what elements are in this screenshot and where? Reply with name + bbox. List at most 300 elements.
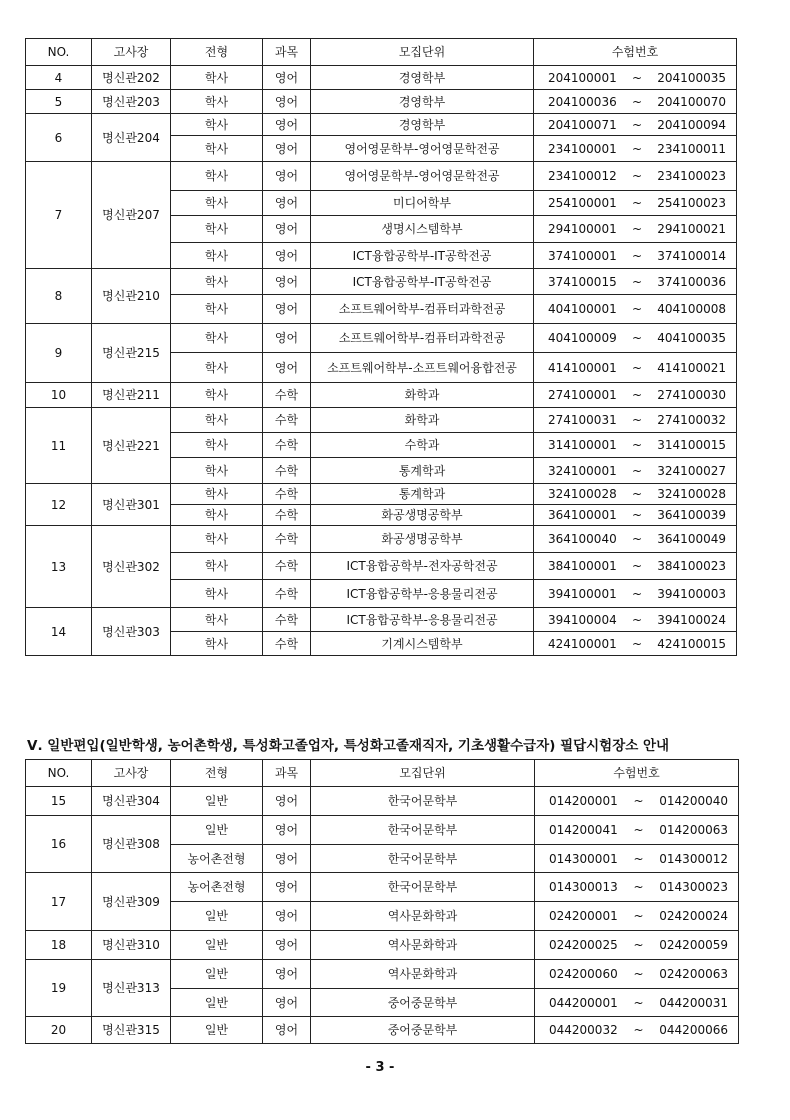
exam-room-cell: 명신관308 [92, 816, 171, 873]
exam-number-from: 384100001 [548, 559, 617, 573]
subject-cell: 영어 [263, 162, 311, 191]
table-row [26, 114, 737, 136]
exam-number-range [534, 222, 736, 236]
header-no: NO. [26, 39, 92, 66]
exam-number-from: 424100001 [548, 636, 617, 651]
exam-number-from: 324100001 [548, 463, 617, 478]
range-separator: ~ [631, 248, 643, 263]
exam-number-range-cell [534, 243, 737, 269]
exam-room-cell: 명신관302 [92, 526, 171, 608]
exam-number-to: 414100021 [657, 360, 726, 375]
exam-number-range-cell [534, 216, 737, 243]
admission-type-cell: 학사 [171, 295, 263, 324]
exam-room-cell: 명신관202 [92, 66, 171, 90]
exam-number-range [534, 464, 736, 478]
exam-number-from: 394100004 [548, 612, 617, 627]
admission-type-cell: 학사 [171, 458, 263, 484]
exam-number-from: 014200001 [549, 794, 618, 808]
exam-number-range [534, 196, 736, 210]
subject-cell: 영어 [263, 787, 311, 816]
exam-number-range-cell [535, 1017, 739, 1044]
subject-cell: 수학 [263, 458, 311, 484]
recruitment-unit-cell: 소프트웨어학부-소프트웨어융합전공 [311, 353, 534, 383]
recruitment-unit-cell: 역사문화학과 [311, 902, 535, 931]
range-separator: ~ [631, 222, 643, 236]
subject-cell: 수학 [263, 433, 311, 458]
exam-number-range-cell [535, 960, 739, 989]
range-separator: ~ [631, 169, 643, 183]
exam-number-to: 014200063 [659, 823, 728, 837]
subject-cell: 영어 [263, 269, 311, 295]
exam-number-to: 044200066 [659, 1023, 728, 1037]
exam-number-from: 014300001 [549, 851, 618, 866]
exam-room-table-1 [25, 38, 737, 656]
subject-cell: 영어 [263, 845, 311, 873]
table-row [26, 484, 737, 505]
range-separator: ~ [631, 331, 643, 345]
admission-type-cell: 학사 [171, 383, 263, 408]
recruitment-unit-cell: 영어영문학부-영어영문학전공 [311, 162, 534, 191]
recruitment-unit-cell: ICT융합공학부-전자공학전공 [311, 553, 534, 580]
admission-type-cell: 학사 [171, 580, 263, 608]
exam-number-to: 024200063 [659, 967, 728, 981]
table-row [26, 162, 737, 191]
recruitment-unit-cell: ICT융합공학부-응용물리전공 [311, 580, 534, 608]
subject-cell: 영어 [263, 989, 311, 1017]
subject-cell: 영어 [263, 295, 311, 324]
room-no-cell: 4 [26, 66, 92, 90]
admission-type-cell: 농어촌전형 [171, 873, 263, 902]
header-subject: 과목 [263, 39, 311, 66]
exam-number-from: 364100001 [548, 508, 617, 522]
exam-number-from: 374100001 [548, 248, 617, 263]
exam-number-from: 234100001 [548, 141, 617, 156]
exam-number-range-cell [534, 408, 737, 433]
exam-room-cell: 명신관315 [92, 1017, 171, 1044]
subject-cell: 수학 [263, 505, 311, 526]
admission-type-cell: 학사 [171, 269, 263, 295]
exam-number-range-cell [534, 526, 737, 553]
admission-type-cell: 일반 [171, 989, 263, 1017]
table-row [26, 324, 737, 353]
exam-number-range-cell [534, 553, 737, 580]
range-separator: ~ [631, 94, 643, 109]
exam-number-from: 414100001 [548, 360, 617, 375]
admission-type-cell: 일반 [171, 787, 263, 816]
header-subject: 과목 [263, 760, 311, 787]
table-row [26, 608, 737, 632]
exam-number-from: 254100001 [548, 196, 617, 210]
header-type: 전형 [171, 39, 263, 66]
exam-number-range [534, 388, 736, 402]
range-separator: ~ [631, 70, 643, 85]
exam-number-from: 394100001 [548, 586, 617, 601]
subject-cell: 수학 [263, 484, 311, 505]
room-no-cell: 16 [26, 816, 92, 873]
recruitment-unit-cell: 한국어문학부 [311, 816, 535, 845]
range-separator: ~ [631, 196, 643, 210]
exam-number-range [535, 938, 738, 952]
exam-number-range-cell [534, 269, 737, 295]
exam-number-range-cell [534, 114, 737, 136]
exam-number-range-cell [534, 484, 737, 505]
recruitment-unit-cell: 소프트웨어학부-컴퓨터과학전공 [311, 324, 534, 353]
exam-number-from: 024200001 [549, 909, 618, 923]
exam-number-range-cell [534, 324, 737, 353]
exam-number-to: 404100008 [657, 302, 726, 316]
recruitment-unit-cell: 수학과 [311, 433, 534, 458]
admission-type-cell: 학사 [171, 526, 263, 553]
subject-cell: 영어 [263, 960, 311, 989]
admission-type-cell: 학사 [171, 191, 263, 216]
range-separator: ~ [631, 612, 643, 627]
exam-number-range-cell [534, 90, 737, 114]
subject-cell: 영어 [263, 353, 311, 383]
exam-room-cell: 명신관221 [92, 408, 171, 484]
room-no-cell: 8 [26, 269, 92, 324]
exam-number-to: 364100049 [657, 532, 726, 546]
room-no-cell: 9 [26, 324, 92, 383]
exam-number-range [534, 95, 736, 109]
exam-number-range-cell [534, 191, 737, 216]
exam-number-from: 324100028 [548, 487, 617, 501]
exam-number-range-cell [534, 353, 737, 383]
exam-number-range-cell [535, 845, 739, 873]
exam-number-to: 374100036 [657, 274, 726, 289]
exam-number-to: 294100021 [657, 222, 726, 236]
admission-type-cell: 학사 [171, 433, 263, 458]
exam-number-range [534, 559, 736, 573]
recruitment-unit-cell: 영어영문학부-영어영문학전공 [311, 136, 534, 162]
recruitment-unit-cell: 경영학부 [311, 90, 534, 114]
exam-number-range [535, 996, 738, 1010]
exam-number-from: 294100001 [548, 222, 617, 236]
exam-number-range-cell [534, 458, 737, 484]
exam-number-from: 374100015 [548, 274, 617, 289]
range-separator: ~ [631, 413, 643, 427]
room-no-cell: 20 [26, 1017, 92, 1044]
exam-number-to: 204100094 [657, 117, 726, 132]
range-separator: ~ [633, 1023, 644, 1037]
header-exam-number: 수험번호 [534, 39, 737, 66]
subject-cell: 영어 [263, 931, 311, 960]
subject-cell: 영어 [263, 114, 311, 136]
exam-number-range-cell [534, 632, 737, 656]
room-no-cell: 5 [26, 90, 92, 114]
exam-number-to: 424100015 [657, 636, 726, 651]
exam-room-cell: 명신관310 [92, 931, 171, 960]
header-type: 전형 [171, 760, 263, 787]
room-no-cell: 7 [26, 162, 92, 269]
exam-number-from: 314100001 [548, 438, 617, 452]
admission-type-cell: 학사 [171, 114, 263, 136]
subject-cell: 수학 [263, 580, 311, 608]
exam-room-cell: 명신관207 [92, 162, 171, 269]
table-row [26, 526, 737, 553]
exam-number-range-cell [534, 383, 737, 408]
page-number: - 3 - [365, 1060, 395, 1075]
exam-number-range [534, 71, 736, 85]
range-separator: ~ [631, 508, 643, 522]
table-row [26, 931, 739, 960]
subject-cell: 수학 [263, 383, 311, 408]
exam-room-cell: 명신관309 [92, 873, 171, 931]
exam-number-range-cell [535, 989, 739, 1017]
table-row [26, 269, 737, 295]
room-no-cell: 17 [26, 873, 92, 931]
table-row [26, 960, 739, 989]
admission-type-cell: 학사 [171, 162, 263, 191]
exam-number-range [534, 637, 736, 651]
exam-number-range-cell [534, 162, 737, 191]
subject-cell: 수학 [263, 408, 311, 433]
exam-number-range-cell [535, 902, 739, 931]
recruitment-unit-cell: ICT융합공학부-IT공학전공 [311, 269, 534, 295]
header-room: 고사장 [92, 39, 171, 66]
exam-number-from: 204100071 [548, 117, 617, 132]
admission-type-cell: 농어촌전형 [171, 845, 263, 873]
exam-number-range-cell [535, 787, 739, 816]
subject-cell: 수학 [263, 608, 311, 632]
exam-number-to: 324100027 [657, 463, 726, 478]
exam-number-to: 274100032 [657, 413, 726, 427]
exam-number-to: 024200059 [659, 938, 728, 952]
exam-number-to: 394100024 [657, 612, 726, 627]
exam-number-range [534, 487, 736, 501]
exam-number-range [534, 413, 736, 427]
exam-room-cell: 명신관313 [92, 960, 171, 1017]
range-separator: ~ [631, 532, 643, 546]
header-unit: 모집단위 [311, 39, 534, 66]
exam-number-to: 044200031 [659, 995, 728, 1010]
exam-number-range [534, 118, 736, 132]
range-separator: ~ [633, 823, 644, 837]
exam-number-from: 234100012 [548, 169, 617, 183]
admission-type-cell: 일반 [171, 902, 263, 931]
recruitment-unit-cell: 생명시스템학부 [311, 216, 534, 243]
admission-type-cell: 일반 [171, 1017, 263, 1044]
recruitment-unit-cell: 소프트웨어학부-컴퓨터과학전공 [311, 295, 534, 324]
recruitment-unit-cell: 중어중문학부 [311, 989, 535, 1017]
range-separator: ~ [631, 438, 643, 452]
header-room: 고사장 [92, 760, 171, 787]
exam-number-to: 014300012 [659, 851, 728, 866]
subject-cell: 영어 [263, 216, 311, 243]
exam-room-cell: 명신관210 [92, 269, 171, 324]
subject-cell: 영어 [263, 136, 311, 162]
room-no-cell: 13 [26, 526, 92, 608]
admission-type-cell: 학사 [171, 90, 263, 114]
recruitment-unit-cell: 경영학부 [311, 114, 534, 136]
subject-cell: 영어 [263, 816, 311, 845]
range-separator: ~ [631, 487, 643, 501]
header-unit: 모집단위 [311, 760, 535, 787]
exam-number-from: 364100040 [548, 532, 617, 546]
recruitment-unit-cell: 화학과 [311, 408, 534, 433]
exam-number-range-cell [534, 580, 737, 608]
range-separator: ~ [633, 909, 644, 923]
range-separator: ~ [631, 636, 643, 651]
subject-cell: 영어 [263, 902, 311, 931]
exam-number-range [535, 909, 738, 923]
table-row [26, 873, 739, 902]
exam-number-range [534, 361, 736, 375]
range-separator: ~ [633, 967, 644, 981]
exam-number-from: 204100001 [548, 70, 617, 85]
exam-number-to: 254100023 [657, 196, 726, 210]
recruitment-unit-cell: ICT융합공학부-IT공학전공 [311, 243, 534, 269]
recruitment-unit-cell: 한국어문학부 [311, 873, 535, 902]
admission-type-cell: 학사 [171, 324, 263, 353]
exam-room-table-2 [25, 759, 739, 1044]
recruitment-unit-cell: 경영학부 [311, 66, 534, 90]
admission-type-cell: 학사 [171, 353, 263, 383]
admission-type-cell: 일반 [171, 931, 263, 960]
exam-number-to: 324100028 [657, 487, 726, 501]
exam-number-range [534, 613, 736, 627]
subject-cell: 영어 [263, 90, 311, 114]
table-row [26, 816, 739, 845]
admission-type-cell: 학사 [171, 243, 263, 269]
room-no-cell: 14 [26, 608, 92, 656]
admission-type-cell: 학사 [171, 553, 263, 580]
exam-number-from: 404100001 [548, 302, 617, 316]
exam-number-from: 014300013 [549, 880, 618, 894]
recruitment-unit-cell: 역사문화학과 [311, 960, 535, 989]
exam-room-cell: 명신관203 [92, 90, 171, 114]
exam-number-range [534, 532, 736, 546]
subject-cell: 수학 [263, 632, 311, 656]
exam-number-range [535, 967, 738, 981]
exam-number-from: 024200060 [549, 967, 618, 981]
recruitment-unit-cell: 한국어문학부 [311, 787, 535, 816]
room-no-cell: 15 [26, 787, 92, 816]
table-row [26, 66, 737, 90]
recruitment-unit-cell: 기계시스템학부 [311, 632, 534, 656]
subject-cell: 수학 [263, 526, 311, 553]
exam-number-range-cell [535, 873, 739, 902]
recruitment-unit-cell: 미디어학부 [311, 191, 534, 216]
exam-number-range [534, 142, 736, 156]
table-row [26, 383, 737, 408]
range-separator: ~ [631, 302, 643, 316]
exam-number-to: 364100039 [657, 508, 726, 522]
subject-cell: 영어 [263, 324, 311, 353]
table-row [26, 408, 737, 433]
room-no-cell: 11 [26, 408, 92, 484]
recruitment-unit-cell: 통계학과 [311, 458, 534, 484]
exam-number-range-cell [534, 433, 737, 458]
room-no-cell: 12 [26, 484, 92, 526]
recruitment-unit-cell: 화공생명공학부 [311, 505, 534, 526]
exam-room-cell: 명신관215 [92, 324, 171, 383]
admission-type-cell: 학사 [171, 66, 263, 90]
exam-number-to: 384100023 [657, 559, 726, 573]
exam-room-cell: 명신관204 [92, 114, 171, 162]
recruitment-unit-cell: 한국어문학부 [311, 845, 535, 873]
exam-number-range-cell [534, 295, 737, 324]
recruitment-unit-cell: 통계학과 [311, 484, 534, 505]
exam-number-range [535, 880, 738, 894]
exam-number-from: 014200041 [549, 823, 618, 837]
section-title: Ⅴ. 일반편입(일반학생, 농어촌학생, 특성화고졸업자, 특성화고졸재직자, 기초생활수급자) 필답시험장소 안내 [27, 738, 670, 754]
exam-number-range [534, 169, 736, 183]
recruitment-unit-cell: 화공생명공학부 [311, 526, 534, 553]
range-separator: ~ [631, 463, 643, 478]
exam-number-range [535, 794, 738, 808]
range-separator: ~ [633, 851, 644, 866]
admission-type-cell: 학사 [171, 408, 263, 433]
exam-number-to: 374100014 [657, 248, 726, 263]
exam-number-range [535, 823, 738, 837]
exam-number-to: 204100035 [657, 70, 726, 85]
exam-number-range-cell [534, 136, 737, 162]
range-separator: ~ [631, 388, 643, 402]
exam-number-from: 044200001 [549, 995, 618, 1010]
subject-cell: 수학 [263, 553, 311, 580]
recruitment-unit-cell: 화학과 [311, 383, 534, 408]
admission-type-cell: 학사 [171, 505, 263, 526]
exam-number-range [534, 587, 736, 601]
exam-number-range-cell [534, 505, 737, 526]
exam-number-to: 404100035 [657, 331, 726, 345]
exam-number-range-cell [535, 816, 739, 845]
exam-number-range [534, 438, 736, 452]
exam-room-cell: 명신관303 [92, 608, 171, 656]
subject-cell: 영어 [263, 191, 311, 216]
range-separator: ~ [631, 360, 643, 375]
range-separator: ~ [631, 559, 643, 573]
exam-number-to: 314100015 [657, 438, 726, 452]
range-separator: ~ [631, 586, 643, 601]
exam-number-from: 024200025 [549, 938, 618, 952]
range-separator: ~ [631, 141, 643, 156]
exam-number-from: 274100031 [548, 413, 617, 427]
admission-type-cell: 학사 [171, 632, 263, 656]
exam-number-range [534, 331, 736, 345]
table-row [26, 90, 737, 114]
exam-number-range [534, 249, 736, 263]
range-separator: ~ [633, 995, 644, 1010]
admission-type-cell: 학사 [171, 608, 263, 632]
subject-cell: 영어 [263, 66, 311, 90]
exam-number-from: 044200032 [549, 1023, 618, 1037]
exam-number-to: 234100023 [657, 169, 726, 183]
exam-number-to: 204100070 [657, 94, 726, 109]
subject-cell: 영어 [263, 873, 311, 902]
exam-room-cell: 명신관301 [92, 484, 171, 526]
table-header-row [26, 39, 737, 66]
exam-room-cell: 명신관211 [92, 383, 171, 408]
admission-type-cell: 일반 [171, 816, 263, 845]
subject-cell: 영어 [263, 1017, 311, 1044]
exam-number-from: 204100036 [548, 94, 617, 109]
subject-cell: 영어 [263, 243, 311, 269]
exam-number-range [534, 275, 736, 289]
exam-number-to: 014300023 [659, 880, 728, 894]
recruitment-unit-cell: ICT융합공학부-응용물리전공 [311, 608, 534, 632]
range-separator: ~ [631, 117, 643, 132]
exam-number-range [534, 508, 736, 522]
admission-type-cell: 학사 [171, 216, 263, 243]
room-no-cell: 19 [26, 960, 92, 1017]
exam-room-cell: 명신관304 [92, 787, 171, 816]
range-separator: ~ [633, 880, 644, 894]
range-separator: ~ [633, 794, 644, 808]
table-row [26, 1017, 739, 1044]
range-separator: ~ [633, 938, 644, 952]
exam-number-to: 024200024 [659, 909, 728, 923]
